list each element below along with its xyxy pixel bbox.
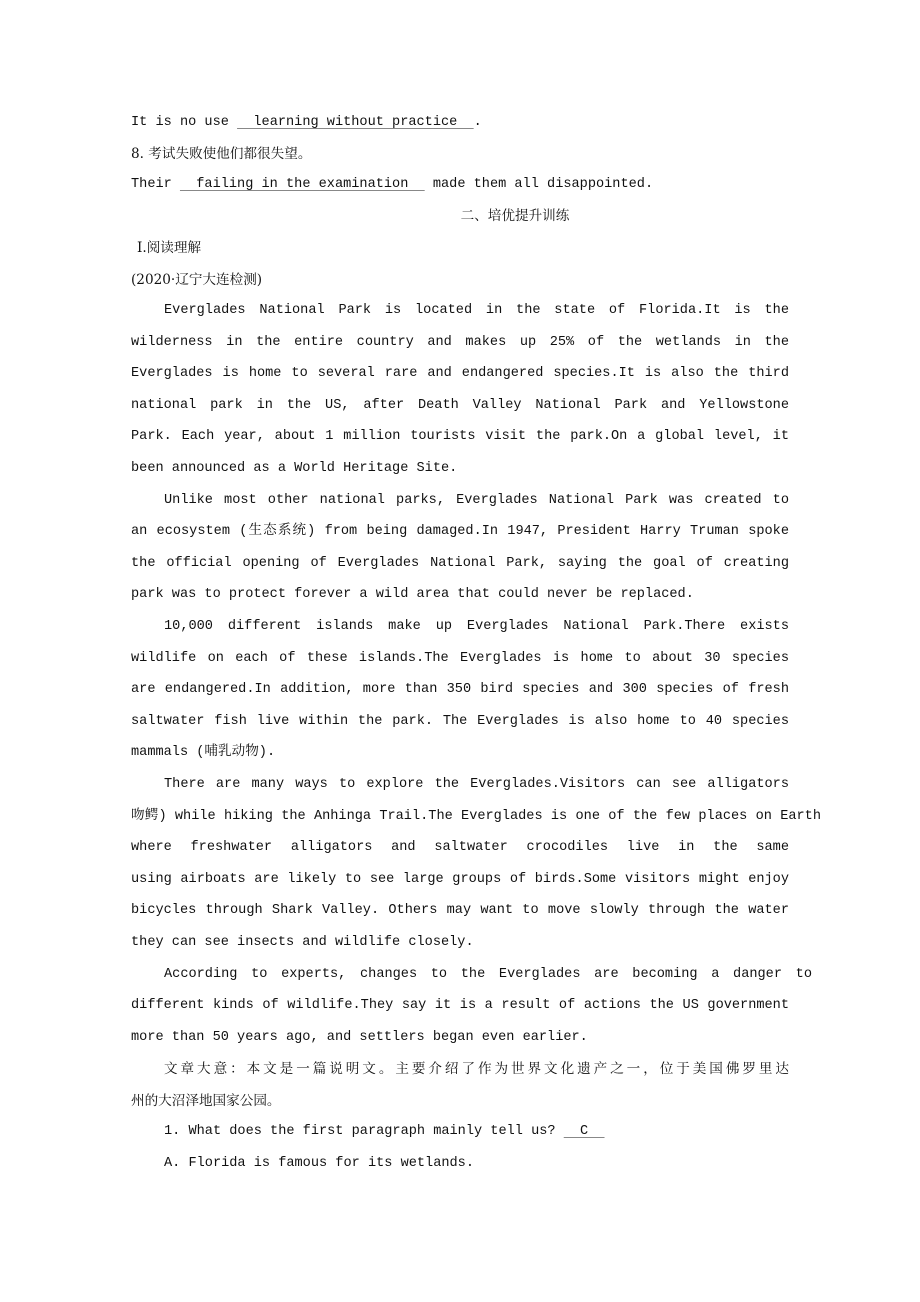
paragraph-2-line: park was to protect forever a wild area that could never be replaced. — [131, 587, 694, 603]
sentence-prefix: It is no use — [131, 115, 238, 130]
paragraph-4-line: 吻鳄) while hiking the Anhinga Trail.The Everglades is one of the few places on Earth — [131, 808, 821, 824]
paragraph-4-line: where freshwater alligators and saltwater crocodiles live in the same — [131, 840, 789, 856]
answer-blank: learning without practice — [237, 115, 474, 130]
sentence-suffix: . — [473, 115, 482, 130]
paragraph-3-line: mammals (哺乳动物). — [131, 745, 276, 761]
paragraph-1-line: national park in the US, after Death Valley National Park and Yellowstone — [131, 397, 789, 413]
paragraph-4-line: bicycles through Shark Valley. Others may want to move slowly through the water — [131, 903, 789, 919]
section-title: 二、培优提升训练 — [460, 208, 570, 224]
paragraph-4-line: There are many ways to explore the Everglades.Visitors can see alligators — [164, 777, 789, 792]
paragraph-6-line: 州的大沼泽地国家公园。 — [131, 1093, 281, 1109]
paragraph-1-line: wilderness in the entire country and makes up 25% of the wetlands in the — [131, 334, 789, 350]
source-label: (2020·辽宁大连检测) — [131, 272, 263, 288]
paragraph-2-line: the official opening of Everglades National Park, saying the goal of creating — [131, 555, 789, 571]
question-1 — [164, 1121, 789, 1143]
paragraph-1-line: Everglades National Park is located in the state of Florida.It is the — [164, 303, 789, 318]
sentence-suffix: made them all disappointed. — [424, 177, 654, 192]
paragraph-6-line: 文章大意：本文是一篇说明文。主要介绍了作为世界文化遗产之一，位于美国佛罗里达 — [164, 1061, 789, 1078]
paragraph-4-line: they can see insects and wildlife closely. — [131, 935, 474, 950]
answer-line-8 — [131, 174, 789, 196]
paragraph-1-line: Park. Each year, about 1 million tourists visit the park.On a global level, it — [131, 429, 789, 445]
paragraph-3-line: saltwater fish live within the park. The Everglades is also home to 40 species — [131, 713, 789, 729]
question-text: 1. What does the first paragraph mainly tell us? — [164, 1124, 564, 1139]
item-8-prompt: 8. 考试失败使他们都很失望。 — [131, 146, 312, 162]
answer-blank: C — [563, 1124, 605, 1139]
answer-blank: failing in the examination — [179, 177, 425, 192]
paragraph-5-line: According to experts, changes to the Everglades are becoming a danger to — [164, 966, 812, 982]
paragraph-3-line: 10,000 different islands make up Everglades National Park.There exists — [164, 619, 789, 634]
sentence-prefix: Their — [131, 177, 180, 192]
paragraph-2-line: Unlike most other national parks, Everglades National Park was created to — [164, 492, 789, 508]
paragraph-5-line: more than 50 years ago, and settlers began even earlier. — [131, 1029, 588, 1045]
paragraph-4-line: using airboats are likely to see large groups of birds.Some visitors might enjoy — [131, 871, 789, 887]
paragraph-3-line: wildlife on each of these islands.The Everglades is home to about 30 species — [131, 650, 789, 666]
paragraph-2-line: an ecosystem (生态系统) from being damaged.In 1947, President Harry Truman spoke — [131, 524, 789, 540]
option-a: A. Florida is famous for its wetlands. — [164, 1156, 474, 1171]
paragraph-1-line: Everglades is home to several rare and endangered species.It is also the third — [131, 366, 789, 382]
paragraph-1-line: been announced as a World Heritage Site. — [131, 461, 458, 476]
answer-line-7 — [131, 112, 789, 134]
part-title: Ⅰ.阅读理解 — [137, 240, 202, 256]
paragraph-5-line: different kinds of wildlife.They say it is a result of actions the US government — [131, 998, 789, 1014]
paragraph-3-line: are endangered.In addition, more than 350 bird species and 300 species of fresh — [131, 682, 789, 698]
